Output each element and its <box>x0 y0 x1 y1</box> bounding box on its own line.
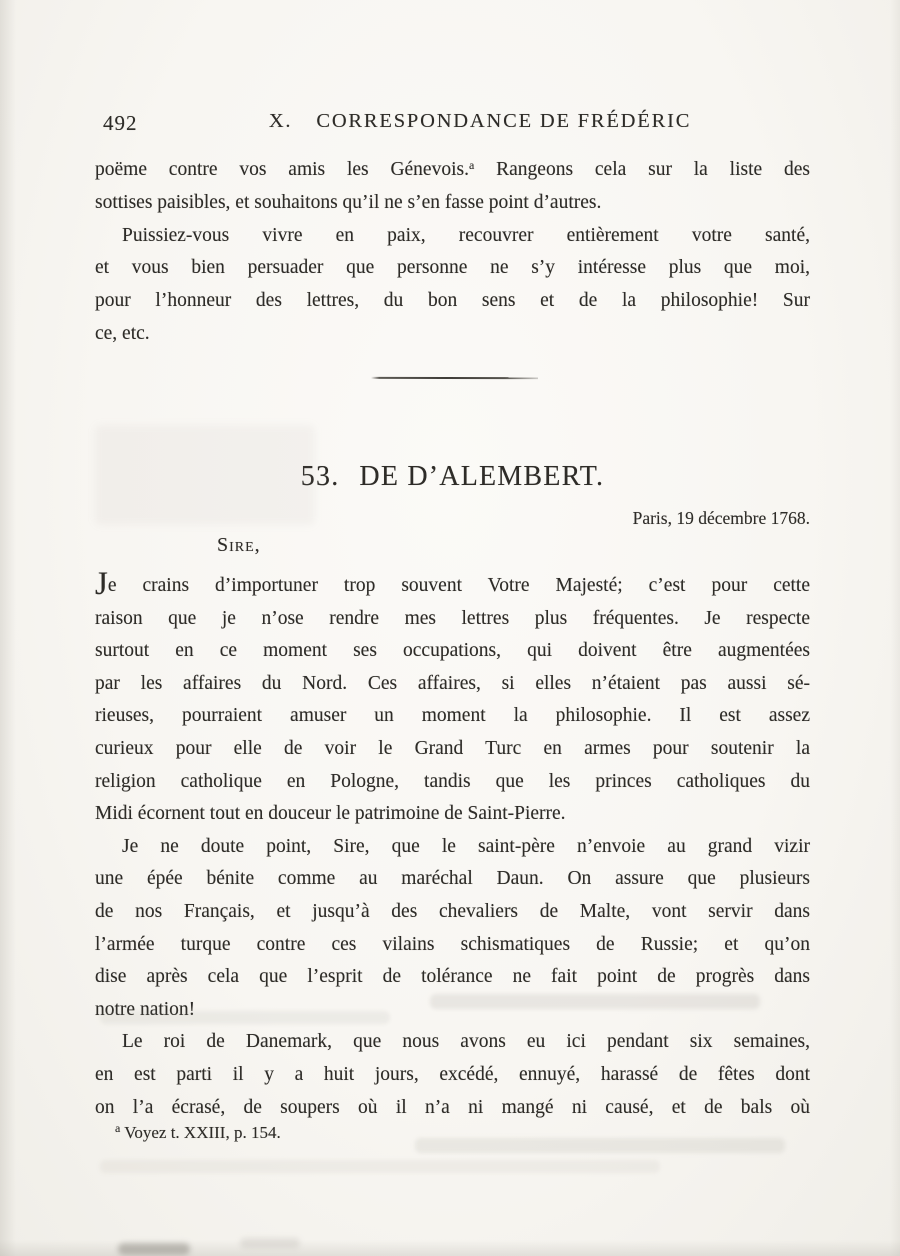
text-line: religion catholique en Pologne, tandis que les princes catholiques du <box>95 770 810 792</box>
text-line: de nos Français, et jusqu’à des chevaliers de Malte, vont servir dans <box>95 900 810 922</box>
text-line <box>95 154 810 187</box>
section-divider-rule <box>371 377 538 379</box>
letter-heading <box>95 461 810 493</box>
text-line: surtout en ce moment ses occupations, qui doivent être augmentées <box>95 640 810 662</box>
text-line: l’armée turque contre ces vilains schismatiques de Russie; et qu’on <box>95 933 810 955</box>
footnote-marker: a <box>468 158 475 172</box>
page-number: 492 <box>103 111 138 135</box>
text-line: Le roi de Danemark, que nous avons eu ici pendant six semaines, <box>122 1031 810 1053</box>
running-title: CORRESPONDANCE DE FRÉDÉRIC <box>316 110 692 132</box>
letter-title: DE D’ALEMBERT. <box>359 461 605 492</box>
text-line <box>95 566 810 603</box>
text-line: pour l’honneur des lettres, du bon sens et de la philosophie! Sur <box>95 290 810 312</box>
footnote-marker: a <box>115 1121 121 1135</box>
text-segment: poëme contre vos amis les Génevois. <box>95 159 469 180</box>
text-line: et vous bien persuader que personne ne s’y intéresse plus que moi, <box>95 257 810 279</box>
scan-smudge <box>118 1243 190 1255</box>
text-line: on l’a écrasé, de soupers où il n’a ni mangé ni causé, et de bals où <box>95 1096 810 1118</box>
dateline: Paris, 19 décembre 1768. <box>632 508 810 528</box>
text-line: en est parti il y a huit jours, excédé, ennuyé, harassé de fêtes dont <box>95 1063 810 1085</box>
previous-letter-ending <box>95 154 810 351</box>
text-line: sottises paisibles, et souhaitons qu’il ne s’en fasse point d’autres. <box>95 191 602 213</box>
running-title-group <box>95 110 810 133</box>
text-segment: e crains d’importuner trop souvent Votre Majesté; c’est pour cette <box>107 575 810 596</box>
footnote <box>95 1122 830 1144</box>
text-line: Midi écornent tout en douceur le patrimoine de Saint-Pierre. <box>95 803 566 825</box>
chapter-numeral: X. <box>268 110 293 132</box>
text-line: raison que je n’ose rendre mes lettres plus fréquentes. Je respecte <box>95 607 810 629</box>
text-line: une épée bénite comme au maréchal Daun. On assure que plusieurs <box>95 868 810 890</box>
text-line: notre nation! <box>95 998 196 1020</box>
text-line: dise après cela que l’esprit de tolérance ne fait point de progrès dans <box>95 966 810 988</box>
salutation: Sire, <box>217 534 261 556</box>
text-line: rieuses, pourraient amuser un moment la philosophie. Il est assez <box>95 705 810 727</box>
text-segment: Rangeons cela sur la liste des <box>474 159 810 180</box>
letter-body <box>95 566 810 1124</box>
text-line: Puissiez-vous vivre en paix, recouvrer entièrement votre santé, <box>122 224 810 246</box>
text-line: par les affaires du Nord. Ces affaires, si elles n’étaient pas aussi sé- <box>95 672 810 694</box>
text-line: curieux pour elle de voir le Grand Turc en armes pour soutenir la <box>95 737 810 759</box>
drop-cap-initial: J <box>95 566 108 602</box>
running-head <box>95 110 810 140</box>
text-line: ce, etc. <box>95 322 150 344</box>
scan-smudge <box>240 1238 300 1248</box>
text-line: Je ne doute point, Sire, que le saint-père n’envoie au grand vizir <box>122 835 810 857</box>
footnote-text: Voyez t. XXIII, p. 154. <box>120 1123 281 1142</box>
bleedthrough-smudge <box>100 1160 660 1173</box>
letter-number: 53. <box>300 461 340 492</box>
